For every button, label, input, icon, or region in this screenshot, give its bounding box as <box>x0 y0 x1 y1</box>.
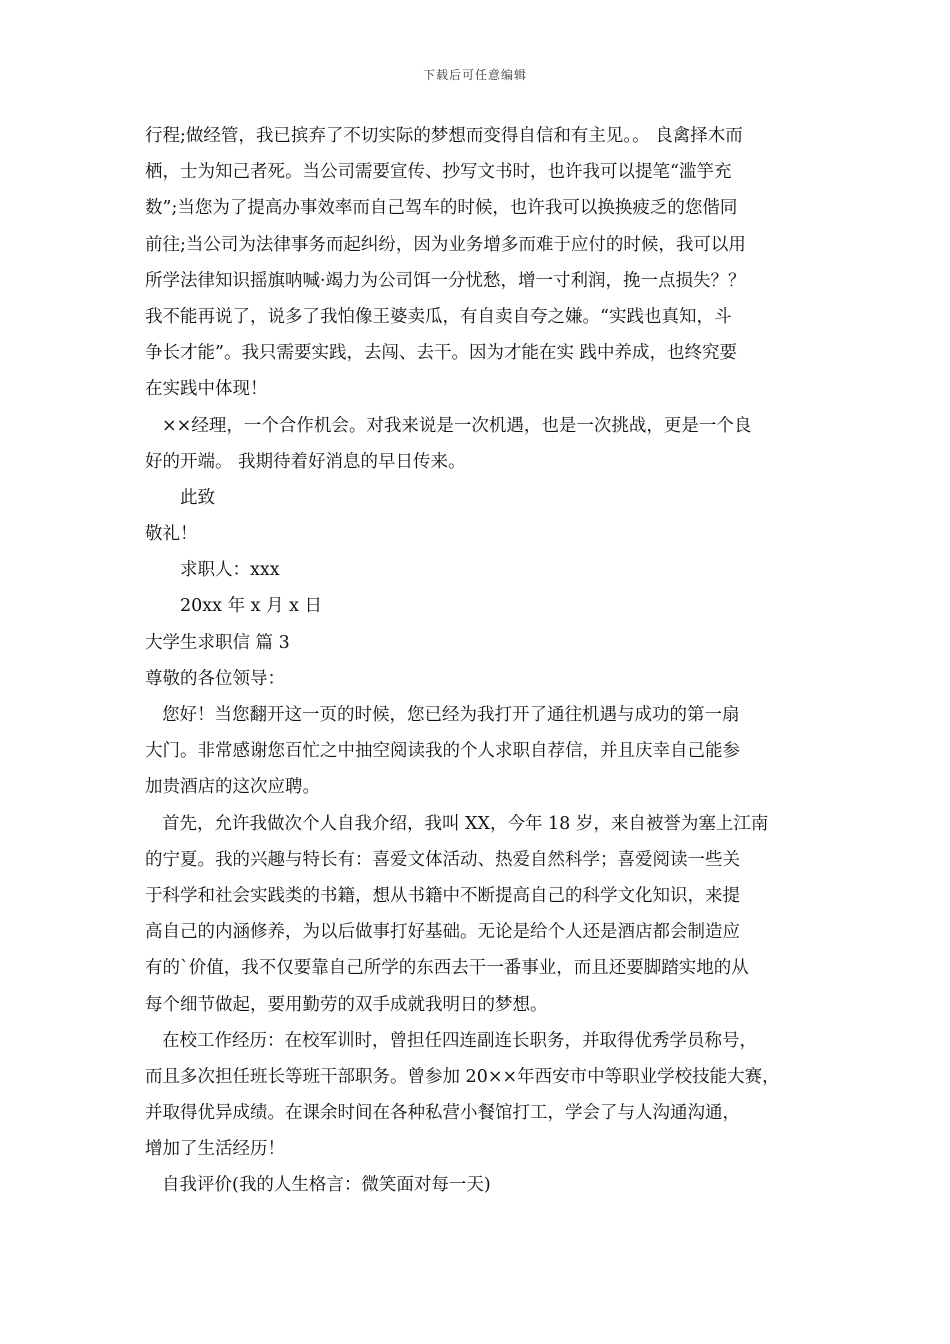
text-line: 大门。非常感谢您百忙之中抽空阅读我的个人求职自荐信，并且庆幸自己能参 <box>145 741 740 762</box>
text-line: 我不能再说了，说多了我怕像王婆卖瓜，有自卖自夸之嫌。“实践也真知，斗 <box>145 306 732 327</box>
text-line: 加贵酒店的这次应聘。 <box>145 777 320 798</box>
text-line: 而且多次担任班长等班干部职务。曾参加 20××年西安市中等职业学校技能大赛， <box>145 1066 780 1087</box>
text-line: 争长才能”。我只需要实践，去闯、去干。因为才能在实 践中养成，也终究要 <box>145 343 738 364</box>
document-body <box>145 118 815 1204</box>
text-line: 数”;当您为了提高办事效率而自己驾车的时候，也许我可以换换疲乏的您偕同 <box>145 198 738 219</box>
text-line: 此致 <box>180 487 215 508</box>
text-line: 您好！当您翻开这一页的时候，您已经为我打开了通往机遇与成功的第一扇 <box>162 705 740 725</box>
text-line: 20xx 年 x 月 x 日 <box>180 596 323 617</box>
text-line: 的宁夏。我的兴趣与特长有：喜爱文体活动、热爱自然科学；喜爱阅读一些关 <box>145 849 740 870</box>
text-line: 自我评价(我的人生格言：微笑面对每一天) <box>162 1175 491 1196</box>
text-line: 在实践中体现！ <box>145 379 268 400</box>
text-line: 尊敬的各位领导： <box>145 668 285 689</box>
text-line: 大学生求职信 篇 3 <box>145 632 290 653</box>
text-line: 行程;做经管，我已摈弃了不切实际的梦想而变得自信和有主见。。 良禽择木而 <box>145 126 743 146</box>
text-line: ××经理，一个合作机会。对我来说是一次机遇，也是一次挑战，更是一个良 <box>162 415 752 436</box>
text-line: 首先，允许我做次个人自我介绍，我叫 XX，今年 18 岁，来自被誉为塞上江南 <box>162 813 769 834</box>
text-line: 并取得优异成绩。在课余时间在各种私营小餐馆打工，学会了与人沟通沟通， <box>145 1103 740 1124</box>
text-line: 每个细节做起，要用勤劳的双手成就我明日的梦想。 <box>145 994 548 1015</box>
text-line: 于科学和社会实践类的书籍，想从书籍中不断提高自己的科学文化知识，来提 <box>145 885 740 906</box>
text-line: 栖，士为知己者死。当公司需要宣传、抄写文书时，也许我可以提笔“滥竽充 <box>145 162 732 183</box>
text-line: 有的`价值，我不仅要靠自己所学的东西去干一番事业，而且还要脚踏实地的从 <box>145 958 749 979</box>
page-header: 下载后可任意编辑 <box>422 68 527 82</box>
text-line: 在校工作经历：在校军训时，曾担任四连副连长职务，并取得优秀学员称号， <box>162 1030 757 1051</box>
text-line: 高自己的内涵修养，为以后做事打好基础。无论是给个人还是酒店都会制造应 <box>145 922 740 943</box>
text-line: 所学法律知识摇旗呐喊·竭力为公司饵一分忧愁，增一寸利润，挽一点损失？？ <box>145 270 746 291</box>
text-line: 好的开端。 我期待着好消息的早日传来。 <box>145 451 466 472</box>
text-line: 求职人：xxx <box>180 560 280 581</box>
text-line: 敬礼！ <box>145 524 198 545</box>
text-line: 前往;当公司为法律事务而起纠纷，因为业务增多而难于应付的时候，我可以用 <box>145 234 746 255</box>
text-line: 增加了生活经历！ <box>145 1139 285 1160</box>
